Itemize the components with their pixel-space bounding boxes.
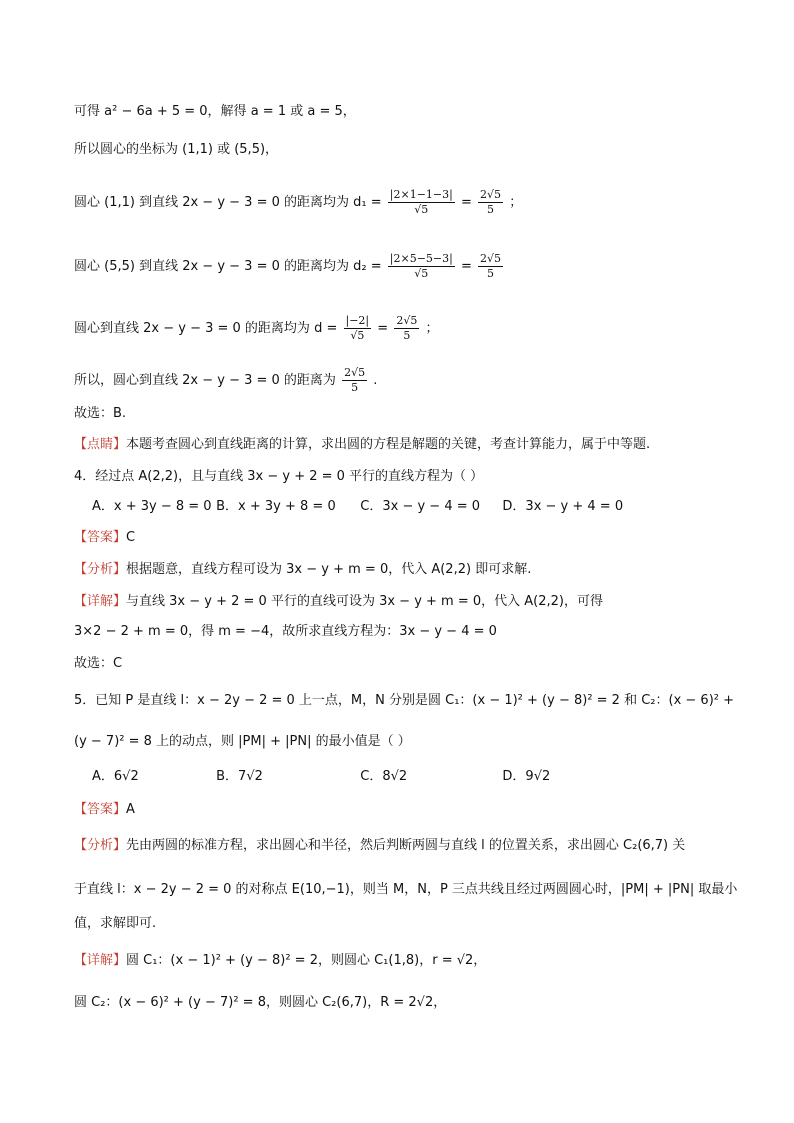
tag-answer: 【答案】 bbox=[74, 802, 127, 817]
fraction-result bbox=[478, 188, 503, 217]
text-l7: 故选：B. bbox=[74, 406, 127, 421]
frac-num: 2√5 bbox=[396, 314, 418, 327]
q5-detail-2 bbox=[74, 993, 446, 1013]
fraction-result bbox=[394, 314, 419, 343]
text-answer: A bbox=[126, 802, 135, 817]
fraction-d bbox=[344, 314, 372, 343]
frac-den: 5 bbox=[487, 203, 495, 216]
line-5 bbox=[74, 314, 439, 343]
frac-num: 2√5 bbox=[480, 252, 502, 265]
tag-detail: 【详解】 bbox=[74, 953, 127, 968]
text-detail: 圆 C₁：(x − 1)² + (y − 8)² = 2，则圆心 C₁(1,8)，r = √2， bbox=[126, 953, 487, 968]
q4-options bbox=[92, 497, 623, 517]
equals-sign: = bbox=[460, 259, 472, 274]
frac-num: 2√5 bbox=[480, 188, 502, 201]
q5-analysis-2 bbox=[74, 880, 737, 900]
tag-analysis: 【分析】 bbox=[74, 562, 127, 577]
text-l8: 本题考查圆心到直线距离的计算，求出圆的方程是解题的关键，考查计算能力，属于中等题. bbox=[126, 437, 651, 452]
text-analysis: 根据题意，直线方程可设为 3x − y + m = 0，代入 A(2,2) 即可求解. bbox=[126, 562, 532, 577]
q5-detail-1 bbox=[74, 951, 486, 971]
fraction-result bbox=[342, 366, 367, 395]
q4-analysis bbox=[74, 560, 531, 580]
text-l2: 所以圆心的坐标为 (1,1) 或 (5,5)， bbox=[74, 142, 279, 157]
option-d: D．3x − y + 4 = 0 bbox=[502, 499, 624, 514]
frac-num: 2√5 bbox=[344, 366, 366, 379]
text-analysis: 于直线 l：x − 2y − 2 = 0 的对称点 E(10,−1)，则当 M，N，P 三点共线且经过两圆圆心时，|PM| + |PN| 取最小 bbox=[74, 882, 738, 897]
q5-stem-2 bbox=[74, 732, 411, 752]
text-answer: C bbox=[126, 530, 136, 545]
line-7 bbox=[74, 404, 126, 424]
option-a: A．6√2 bbox=[92, 769, 139, 784]
tag-detail: 【详解】 bbox=[74, 594, 127, 609]
text-q5: (y − 7)² = 8 上的动点，则 |PM| + |PN| 的最小值是（ ） bbox=[74, 734, 411, 749]
q4-select bbox=[74, 654, 122, 674]
line-6 bbox=[74, 366, 377, 395]
frac-den: 5 bbox=[487, 267, 495, 280]
option-a: A．x + 3y − 8 = 0 bbox=[92, 499, 212, 514]
text-q5: 5．已知 P 是直线 l：x − 2y − 2 = 0 上一点，M，N 分别是圆 C₁：(x − 1)² + (y − 8)² = 2 和 C₂：(x − 6)² + bbox=[74, 693, 735, 708]
q5-options bbox=[92, 767, 550, 787]
frac-den: √5 bbox=[414, 267, 429, 280]
line-4 bbox=[74, 252, 505, 281]
frac-den: √5 bbox=[414, 203, 429, 216]
q5-answer bbox=[74, 800, 135, 820]
option-c: C．3x − y − 4 = 0 bbox=[360, 499, 481, 514]
frac-num: |2×5−5−3| bbox=[389, 252, 453, 265]
equals-sign: = bbox=[460, 195, 472, 210]
fraction-d1 bbox=[388, 188, 455, 217]
text-analysis: 值，求解即可. bbox=[74, 916, 157, 931]
q4-detail-1 bbox=[74, 592, 603, 612]
option-b: B．x + 3y + 8 = 0 bbox=[216, 499, 336, 514]
punct: ； bbox=[425, 321, 439, 336]
line-2 bbox=[74, 140, 278, 160]
tag-answer: 【答案】 bbox=[74, 530, 127, 545]
q4-detail-2 bbox=[74, 622, 497, 642]
fraction-d2 bbox=[388, 252, 455, 281]
text-l6-pre: 所以，圆心到直线 2x − y − 3 = 0 的距离为 bbox=[74, 373, 336, 388]
text-q4: 4．经过点 A(2,2)，且与直线 3x − y + 2 = 0 平行的直线方程为（ ） bbox=[74, 469, 484, 484]
frac-num: |2×1−1−3| bbox=[389, 188, 453, 201]
equals-sign: = bbox=[377, 321, 389, 336]
q5-analysis-1 bbox=[74, 836, 685, 856]
option-c: C．8√2 bbox=[360, 769, 408, 784]
fraction-result bbox=[478, 252, 503, 281]
text-l3-pre: 圆心 (1,1) 到直线 2x − y − 3 = 0 的距离均为 d₁ = bbox=[74, 195, 382, 210]
line-3 bbox=[74, 188, 522, 217]
q5-analysis-3 bbox=[74, 914, 156, 934]
text-detail: 与直线 3x − y + 2 = 0 平行的直线可设为 3x − y + m = 0，代入 A(2,2)，可得 bbox=[126, 594, 603, 609]
frac-num: |−2| bbox=[345, 314, 370, 327]
tag-dianjing: 【点睛】 bbox=[74, 437, 127, 452]
q4-stem bbox=[74, 467, 483, 487]
text-detail: 3×2 − 2 + m = 0，得 m = −4，故所求直线方程为：3x − y − 4 = 0 bbox=[74, 624, 497, 639]
q5-stem-1 bbox=[74, 691, 734, 711]
text-select: 故选：C bbox=[74, 656, 123, 671]
q4-answer bbox=[74, 528, 135, 548]
text-l4-pre: 圆心 (5,5) 到直线 2x − y − 3 = 0 的距离均为 d₂ = bbox=[74, 259, 382, 274]
punct: . bbox=[373, 373, 378, 388]
text-analysis: 先由两圆的标准方程，求出圆心和半径，然后判断两圆与直线 l 的位置关系，求出圆心 C₂(6,7) 关 bbox=[126, 838, 686, 853]
line-1 bbox=[74, 102, 356, 122]
line-8 bbox=[74, 435, 650, 455]
text-detail: 圆 C₂：(x − 6)² + (y − 7)² = 8，则圆心 C₂(6,7)，R = 2√2， bbox=[74, 995, 447, 1010]
punct: ； bbox=[509, 195, 523, 210]
frac-den: √5 bbox=[350, 329, 365, 342]
option-d: D．9√2 bbox=[502, 769, 551, 784]
frac-den: 5 bbox=[403, 329, 411, 342]
tag-analysis: 【分析】 bbox=[74, 838, 127, 853]
text-l1: 可得 a² − 6a + 5 = 0，解得 a = 1 或 a = 5， bbox=[74, 104, 356, 119]
frac-den: 5 bbox=[351, 381, 359, 394]
option-b: B．7√2 bbox=[216, 769, 263, 784]
text-l5-pre: 圆心到直线 2x − y − 3 = 0 的距离均为 d = bbox=[74, 321, 338, 336]
